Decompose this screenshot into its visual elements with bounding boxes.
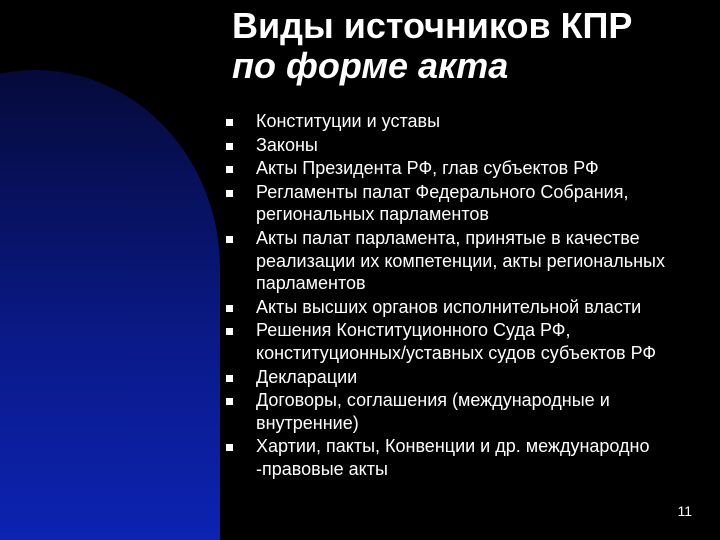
square-bullet-icon (226, 166, 233, 173)
list-item-text: Договоры, соглашения (международные и внутренние) (256, 390, 610, 433)
square-bullet-icon (226, 236, 233, 243)
list-item-text: Конституции и уставы (256, 111, 441, 131)
list-item (226, 110, 706, 133)
list-item-text: Акты палат парламента, принятые в качестве реализации их компетенции, акты региональных парламентов (256, 227, 665, 294)
bullet-list (226, 110, 706, 482)
list-item-text: Законы (256, 134, 318, 155)
square-bullet-icon (226, 190, 233, 197)
list-item (226, 227, 706, 295)
list-item-text: Решения Конституционного Суда РФ, конституционных/уставных судов субъектов РФ (256, 320, 657, 363)
square-bullet-icon (226, 119, 233, 126)
square-bullet-icon (226, 375, 233, 382)
list-item-text: Хартии, пакты, Конвенции и др. международно -правовые акты (256, 436, 650, 479)
square-bullet-icon (226, 398, 233, 405)
list-item (226, 389, 706, 434)
list-item (226, 134, 706, 157)
list-item (226, 366, 706, 389)
slide-title-line-1: Виды источников КПР (232, 5, 633, 46)
square-bullet-icon (226, 143, 233, 150)
list-item-text: Акты Президента РФ, глав субъектов РФ (256, 158, 599, 179)
list-item-text: Декларации (256, 366, 358, 387)
page-number: 11 (677, 503, 692, 519)
slide-title-line-2: по форме акта (232, 45, 509, 86)
list-item (226, 319, 706, 364)
decorative-blue-arc (0, 70, 220, 540)
list-item (226, 435, 706, 480)
list-item (226, 157, 706, 180)
list-item-text: Регламенты палат Федерального Собрания, региональных парламентов (256, 181, 629, 225)
square-bullet-icon (226, 444, 233, 451)
slide-title (232, 6, 632, 86)
list-item-text: Акты высших органов исполнительной власти (256, 296, 642, 317)
list-item (226, 181, 706, 226)
square-bullet-icon (226, 305, 233, 312)
list-item (226, 296, 706, 319)
square-bullet-icon (226, 328, 233, 335)
